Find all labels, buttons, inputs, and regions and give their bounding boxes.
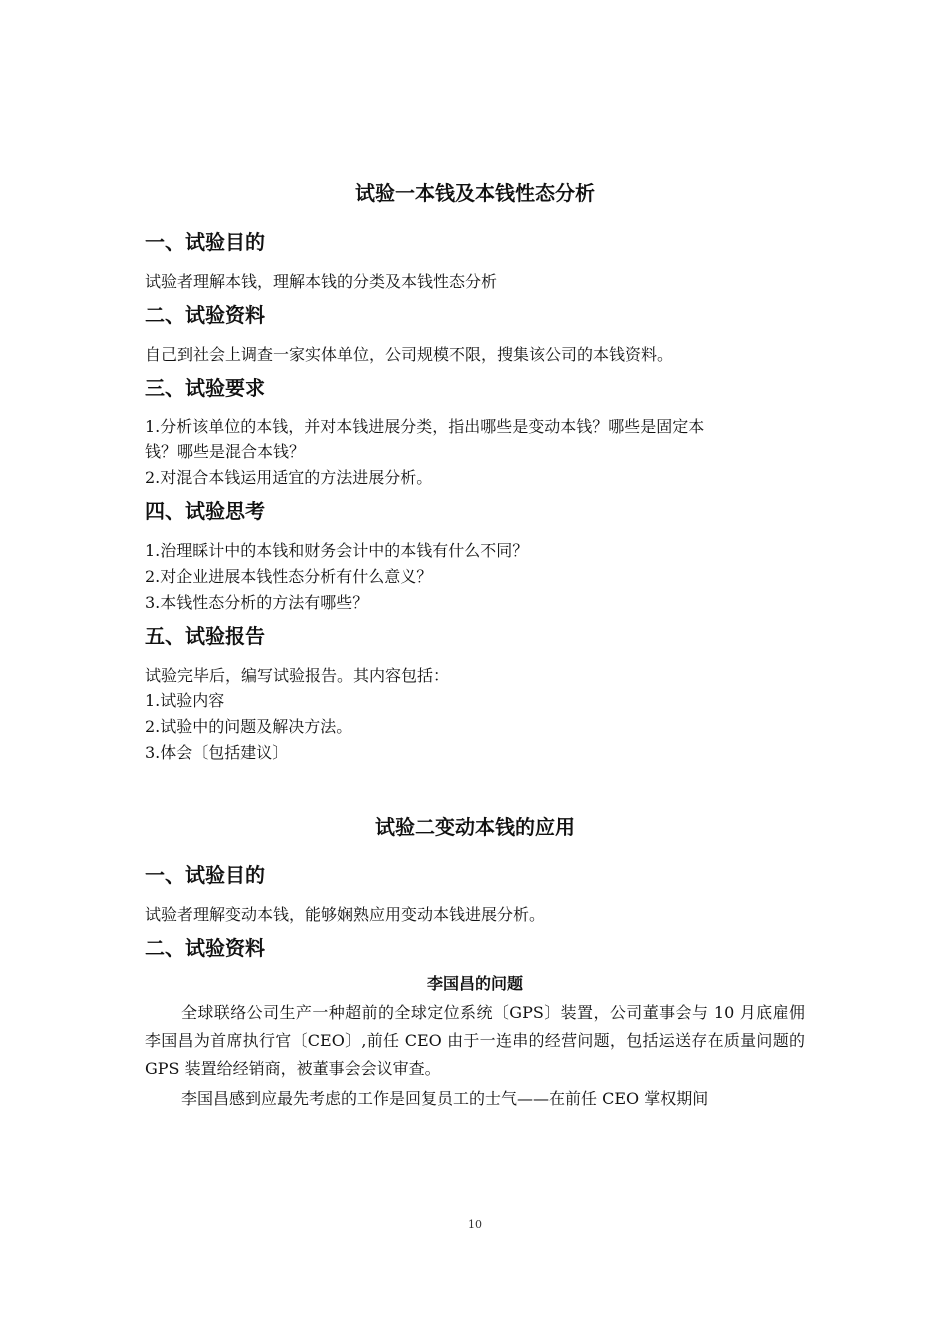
exp1-section-3-item: 2.对混合本钱运用适宜的方法进展分析。	[145, 468, 433, 487]
exp1-section-4-item: 2.对企业进展本钱性态分析有什么意义？	[145, 567, 433, 586]
exp1-section-5-item: 2.试验中的问题及解决方法。	[145, 717, 353, 736]
exp1-section-3-item: 钱？哪些是混合本钱？	[145, 442, 306, 461]
case-paragraph-2: 李国昌感到应最先考虑的工作是回复员工的士气——在前任 CEO 掌权期间	[181, 1089, 709, 1108]
exp1-section-4-heading: 四、试验思考	[145, 499, 265, 523]
exp1-section-5-item: 3.体会〔包括建议〕	[145, 743, 289, 762]
exp1-section-5-heading: 五、试验报告	[145, 624, 265, 648]
experiment-2-title: 试验二变动本钱的应用	[375, 815, 575, 839]
exp1-section-2-heading: 二、试验资料	[145, 303, 265, 327]
case-title: 李国昌的问题	[426, 974, 523, 993]
exp1-section-1-text: 试验者理解本钱，理解本钱的分类及本钱性态分析	[145, 272, 498, 291]
exp1-section-2-text: 自己到社会上调查一家实体单位，公司规模不限，搜集该公司的本钱资料。	[145, 345, 674, 364]
page-number: 10	[468, 1218, 482, 1231]
exp1-section-5-item: 1.试验内容	[145, 691, 225, 710]
exp2-section-2-heading: 二、试验资料	[145, 936, 265, 960]
exp1-section-1-heading: 一、试验目的	[145, 230, 265, 254]
exp1-section-3-heading: 三、试验要求	[145, 376, 265, 400]
exp1-section-4-item: 3.本钱性态分析的方法有哪些？	[145, 593, 369, 612]
exp1-section-3-item: 1.分析该单位的本钱，并对本钱进展分类，指出哪些是变动本钱？哪些是固定本	[145, 417, 705, 436]
exp2-section-1-heading: 一、试验目的	[145, 863, 265, 887]
exp2-section-1-text: 试验者理解变动本钱，能够娴熟应用变动本钱进展分析。	[145, 905, 546, 924]
experiment-1-title: 试验一本钱及本钱性态分析	[355, 181, 595, 205]
exp1-section-5-item: 试验完毕后，编写试验报告。其内容包括：	[145, 666, 450, 685]
exp1-section-4-item: 1.治理睬计中的本钱和财务会计中的本钱有什么不同？	[145, 541, 529, 560]
case-paragraph-1: 全球联络公司生产一种超前的全球定位系统〔GPS〕装置，公司董事会与 10 月底雇佣李国昌为首席执行官〔CEO〕,前任 CEO 由于一连串的经营问题，包括运送存在质量问题的 GPS 装置给经销商，被董事会会议审查。	[145, 1003, 805, 1078]
